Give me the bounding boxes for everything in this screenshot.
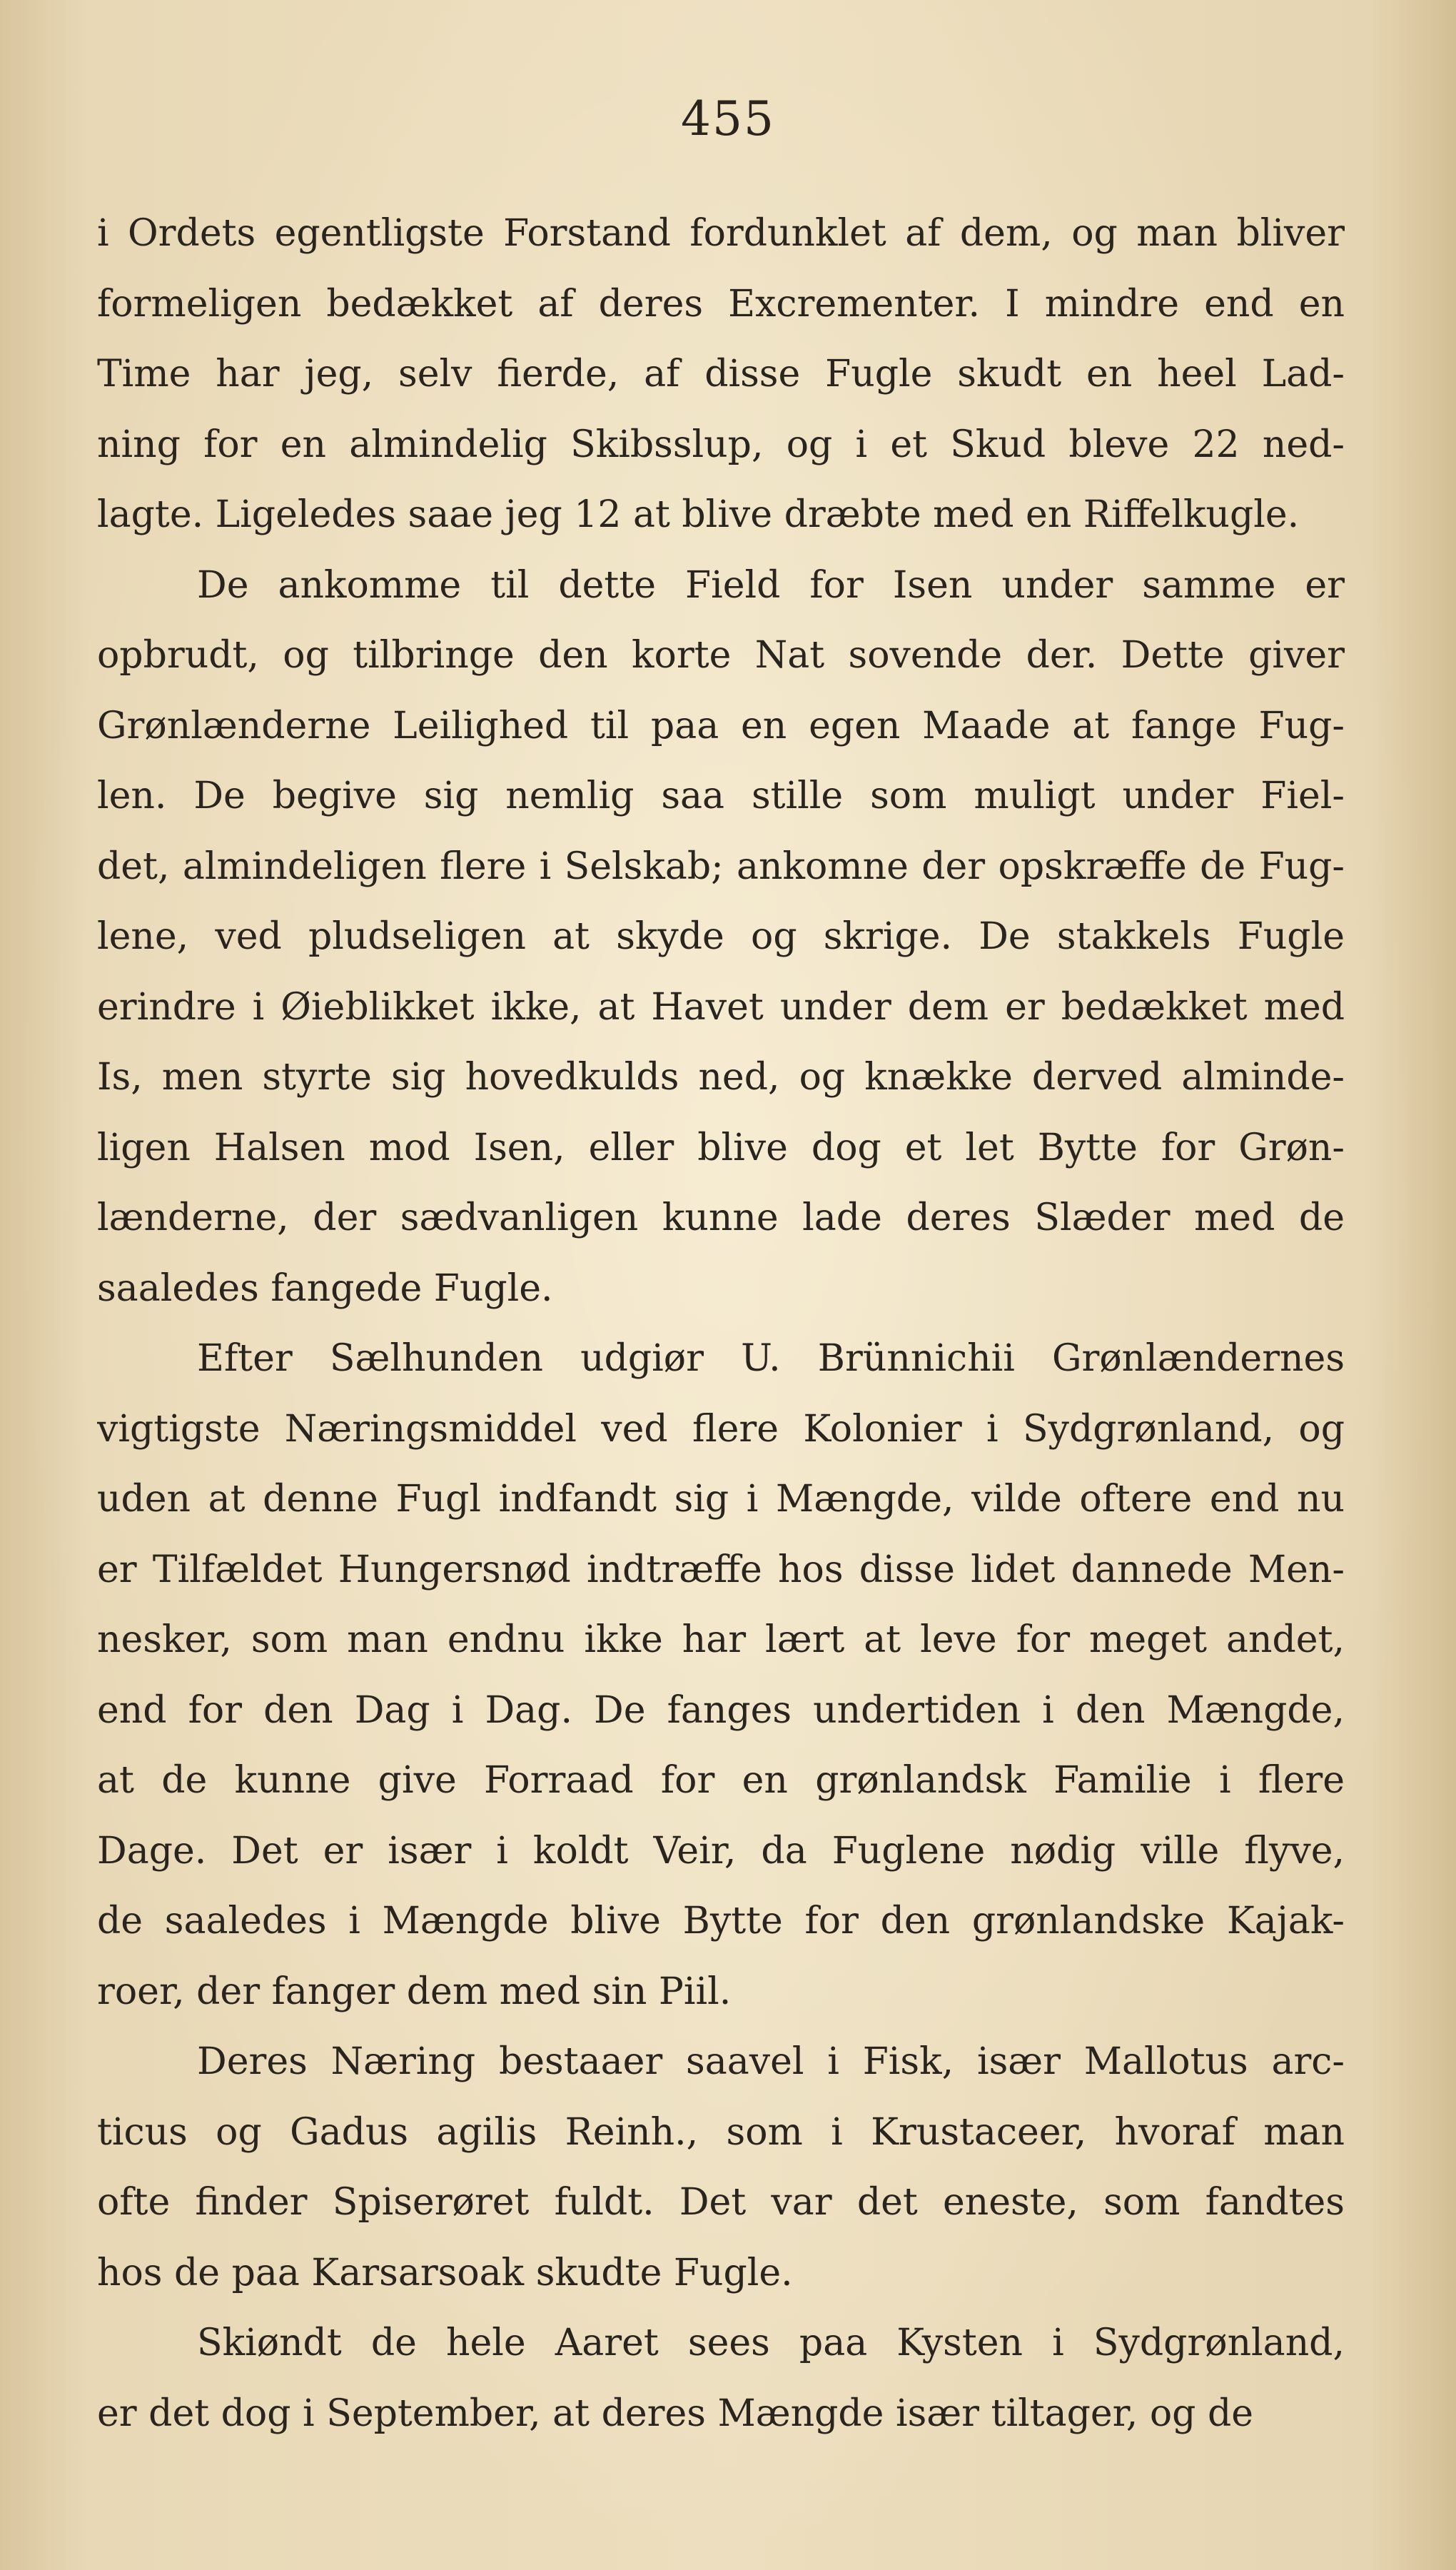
text-line: at de kunne give Forraad for en grønlandsk Familie i flere	[97, 1759, 1345, 1802]
text-line: det, almindeligen flere i Selskab; ankomne der opskræffe de Fug-	[97, 845, 1345, 888]
text-line: lagte. Ligeledes saae jeg 12 at blive dræbte med en Riffelkugle.	[97, 493, 1300, 536]
text-line: ticus og Gadus agilis Reinh., som i Krustaceer, hvoraf man	[97, 2110, 1345, 2154]
text-line: erindre i Øieblikket ikke, at Havet under dem er bedækket med	[97, 985, 1345, 1029]
text-line: lene, ved pludseligen at skyde og skrige. De stakkels Fugle	[97, 915, 1345, 958]
body-text	[97, 198, 1345, 2449]
text-line: er det dog i September, at deres Mængde især tiltager, og de	[97, 2392, 1254, 2435]
text-line: lænderne, der sædvanligen kunne lade deres Slæder med de	[97, 1196, 1345, 1239]
text-line: saaledes fangede Fugle.	[97, 1266, 553, 1310]
text-line: nesker, som man endnu ikke har lært at leve for meget andet,	[97, 1618, 1345, 1661]
text-line: de saaledes i Mængde blive Bytte for den grønlandske Kajak-	[97, 1900, 1345, 1942]
text-line: opbrudt, og tilbringe den korte Nat sovende der. Dette giver	[97, 634, 1345, 677]
text-line: uden at denne Fugl indfandt sig i Mængde, vilde oftere end nu	[97, 1478, 1345, 1521]
text-line: roer, der fanger dem med sin Piil.	[97, 1970, 732, 2013]
text-line: Efter Sælhunden udgiør U. Brünnichii Grønlændernes	[197, 1337, 1345, 1380]
paragraph	[97, 2308, 1345, 2449]
text-line: vigtigste Næringsmiddel ved flere Kolonier i Sydgrønland, og	[97, 1407, 1345, 1451]
text-line: i Ordets egentligste Forstand fordunklet af dem, og man bliver	[97, 212, 1345, 255]
paragraph	[97, 550, 1345, 1324]
page-number: 455	[681, 91, 775, 146]
text-line: De ankomme til dette Field for Isen under samme er	[197, 563, 1345, 607]
paragraph	[97, 1324, 1345, 2027]
text-line: Grønlænderne Leilighed til paa en egen Maade at fange Fug-	[97, 704, 1345, 747]
text-line: ligen Halsen mod Isen, eller blive dog et let Bytte for Grøn-	[97, 1126, 1345, 1169]
text-line: Dage. Det er især i koldt Veir, da Fuglene nødig ville flyve,	[97, 1829, 1345, 1873]
text-line: Time har jeg, selv fierde, af disse Fugle skudt en heel Lad-	[97, 353, 1345, 395]
text-line: Is, men styrte sig hovedkulds ned, og knække derved alminde-	[97, 1056, 1345, 1099]
text-line: Skiøndt de hele Aaret sees paa Kysten i Sydgrønland,	[197, 2322, 1345, 2364]
text-line: er Tilfældet Hungersnød indtræffe hos disse lidet dannede Men-	[97, 1548, 1345, 1591]
text-line: Deres Næring bestaaer saavel i Fisk, især Mallotus arc-	[197, 2040, 1345, 2083]
text-line: ofte finder Spiserøret fuldt. Det var det eneste, som fandtes	[97, 2181, 1345, 2224]
text-line: len. De begive sig nemlig saa stille som muligt under Fiel-	[97, 775, 1345, 817]
text-line: formeligen bedækket af deres Excrementer. I mindre end en	[97, 282, 1345, 326]
paragraph	[97, 198, 1345, 550]
text-line: end for den Dag i Dag. De fanges undertiden i den Mængde,	[97, 1688, 1345, 1732]
text-line: hos de paa Karsarsoak skudte Fugle.	[97, 2251, 793, 2294]
text-line: ning for en almindelig Skibsslup, og i et Skud bleve 22 ned-	[97, 423, 1345, 466]
paragraph	[97, 2027, 1345, 2308]
